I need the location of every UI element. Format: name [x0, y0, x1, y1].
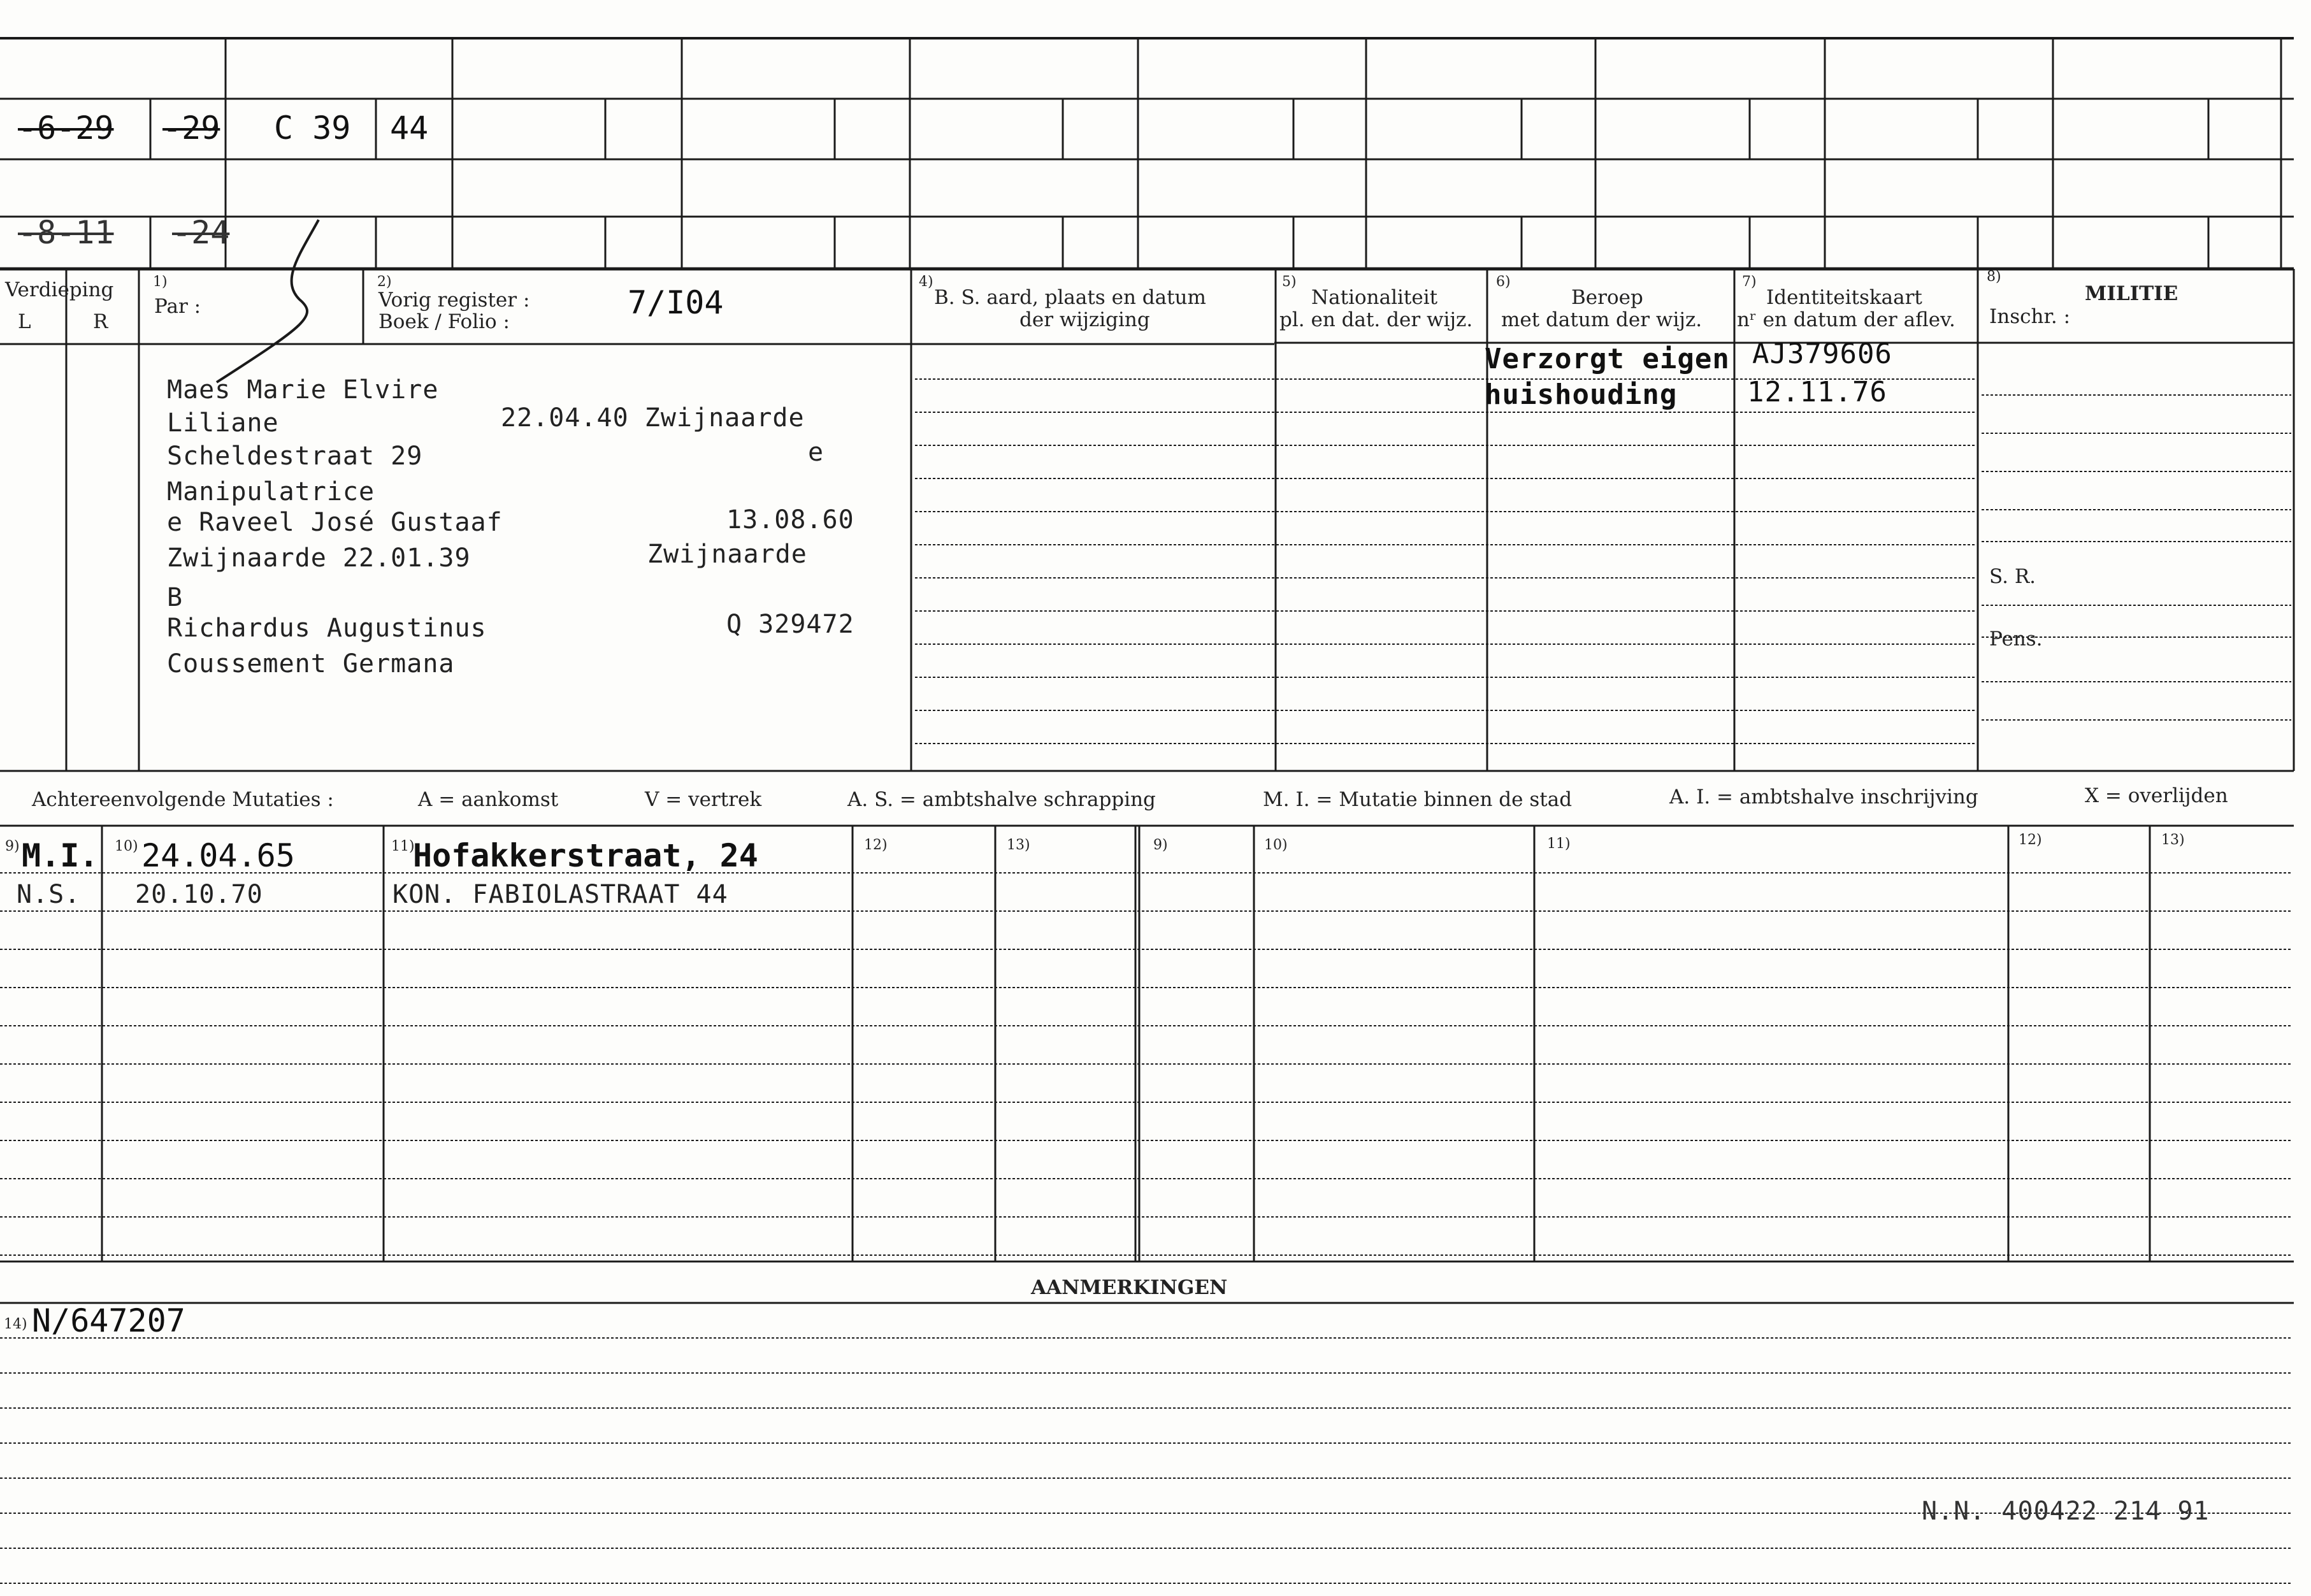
- person-name-cont: Liliane: [167, 408, 279, 438]
- id-card-date: 12.11.76: [1747, 376, 1887, 408]
- birth-date-place: 22.04.40 Zwijnaarde: [501, 403, 805, 433]
- marker-e: e: [808, 438, 824, 467]
- col-number-12-left: 12): [864, 837, 888, 853]
- beroep-line-2: huishouding: [1485, 378, 1678, 411]
- marker-b: B: [167, 583, 184, 612]
- top-cell-2: -29: [162, 110, 220, 147]
- verdieping-label: Verdieping: [5, 278, 114, 301]
- remarks-entry: N/647207: [32, 1302, 185, 1339]
- field-number-6: 6): [1496, 274, 1511, 290]
- col-number-12-right: 12): [2019, 832, 2042, 848]
- verdieping-r: R: [93, 310, 108, 333]
- identiteitskaart-header-1: Identiteitskaart: [1766, 286, 1922, 309]
- top-cell-1: -6-29: [18, 110, 114, 147]
- bs-header-1: B. S. aard, plaats en datum: [934, 286, 1206, 309]
- nationaliteit-header-1: Nationaliteit: [1311, 286, 1438, 309]
- col-number-11-left: 11): [391, 838, 415, 854]
- mutation-2-type: N.S.: [17, 880, 81, 909]
- field-number-14: 14): [4, 1316, 27, 1332]
- pens-label: Pens.: [1989, 628, 2043, 651]
- remarks-title: AANMERKINGEN: [1031, 1276, 1228, 1299]
- legend-title: Achtereenvolgende Mutaties :: [32, 788, 334, 811]
- field-number-8: 8): [1987, 269, 2001, 285]
- sr-label: S. R.: [1989, 565, 2036, 588]
- mutation-1-type: M.I.: [22, 837, 99, 874]
- field-number-7: 7): [1742, 274, 1757, 290]
- col-number-13-right: 13): [2161, 832, 2185, 848]
- top-cell-5: -8-11: [18, 214, 114, 251]
- verdieping-l: L: [18, 310, 31, 333]
- col-number-10-left: 10): [115, 838, 138, 854]
- legend-vertrek: V = vertrek: [645, 788, 762, 811]
- militie-header: MILITIE: [2085, 282, 2178, 305]
- marriage-date: 13.08.60: [726, 505, 854, 535]
- id-card-number: AJ379606: [1752, 338, 1892, 370]
- spouse-birth: Zwijnaarde 22.01.39: [167, 543, 471, 573]
- inschr-label: Inschr. :: [1989, 305, 2071, 328]
- top-cell-4: 44: [390, 110, 429, 147]
- field-number-1: 1): [153, 274, 168, 290]
- father-name: Richardus Augustinus: [167, 614, 487, 643]
- person-address: Scheldestraat 29: [167, 442, 423, 471]
- top-cell-3: C 39: [274, 110, 351, 147]
- vorig-register-label: Vorig register :: [378, 289, 530, 312]
- field-number-4: 4): [919, 274, 933, 290]
- mutation-1-address: Hofakkerstraat, 24: [413, 837, 758, 874]
- col-number-13-left: 13): [1007, 837, 1030, 853]
- beroep-header-2: met datum der wijz.: [1501, 308, 1703, 331]
- legend-schrapping: A. S. = ambtshalve schrapping: [847, 788, 1156, 811]
- mutation-2-address: KON. FABIOLASTRAAT 44: [392, 880, 728, 909]
- field-number-5: 5): [1282, 274, 1297, 290]
- top-cell-6: -24: [172, 214, 230, 251]
- legend-aankomst: A = aankomst: [418, 788, 559, 811]
- reference-code: Q 329472: [726, 610, 854, 639]
- legend-mutatie: M. I. = Mutatie binnen de stad: [1263, 788, 1573, 811]
- national-number: N.N. 400422 214 91: [1922, 1497, 2210, 1526]
- marriage-place: Zwijnaarde: [647, 540, 807, 569]
- bs-header-2: der wijziging: [1019, 308, 1150, 331]
- register-value: 7/I04: [628, 284, 724, 321]
- beroep-line-1: Verzorgt eigen: [1485, 343, 1730, 375]
- col-number-11-right: 11): [1547, 836, 1571, 852]
- person-name: Maes Marie Elvire: [167, 375, 439, 405]
- boek-folio-label: Boek / Folio :: [378, 310, 510, 333]
- beroep-header-1: Beroep: [1571, 286, 1643, 309]
- spouse-name: e Raveel José Gustaaf: [167, 508, 503, 537]
- identiteitskaart-header-2: nʳ en datum der aflev.: [1737, 308, 1955, 331]
- col-number-10-right: 10): [1264, 837, 1288, 853]
- field-number-2: 2): [377, 274, 392, 290]
- person-occupation: Manipulatrice: [167, 477, 375, 507]
- mutation-1-date: 24.04.65: [141, 837, 295, 874]
- mother-name: Coussement Germana: [167, 649, 455, 679]
- col-number-9-right: 9): [1153, 837, 1168, 853]
- nationaliteit-header-2: pl. en dat. der wijz.: [1279, 308, 1473, 331]
- handwritten-bracket: [217, 220, 319, 382]
- col-number-9-left: 9): [5, 838, 20, 854]
- mutation-2-date: 20.10.70: [135, 880, 263, 909]
- legend-overlijden: X = overlijden: [2085, 784, 2228, 807]
- legend-inschrijving: A. I. = ambtshalve inschrijving: [1669, 786, 1978, 809]
- par-label: Par :: [154, 295, 201, 318]
